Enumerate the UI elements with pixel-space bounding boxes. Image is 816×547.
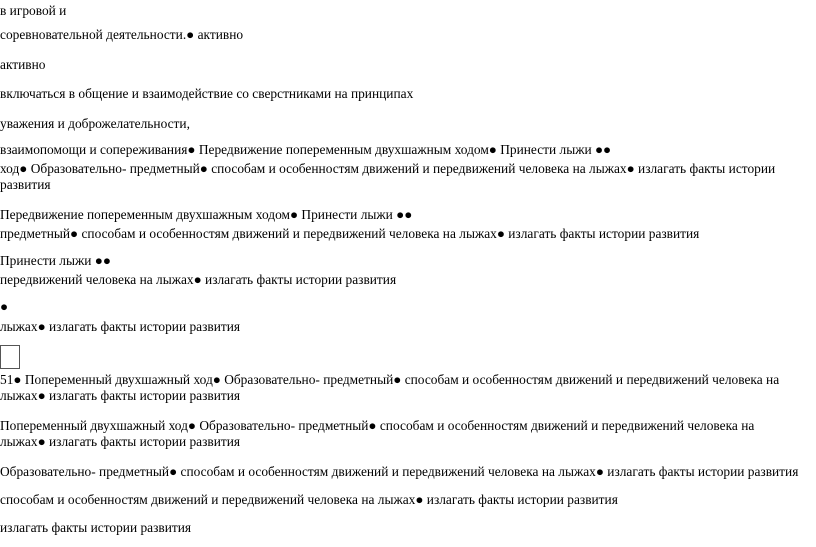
- text-line: Передвижение попеременным двухшажным ходом● Принести лыжи ●●: [0, 207, 413, 222]
- text-line: соревновательной деятельности.● активно: [0, 27, 244, 42]
- text-line: передвижений человека на лыжах● излагать факты истории развития: [0, 272, 397, 287]
- text-line: Принести лыжи ●●: [0, 253, 111, 268]
- empty-box: [0, 345, 20, 369]
- text-line: уважения и доброжелательности,: [0, 116, 190, 131]
- text-line: способам и особенностям движений и передвижений человека на лыжах● излагать факты истории развития: [0, 492, 618, 507]
- bullet-marker: ●: [0, 299, 9, 314]
- text-line: включаться в общение и взаимодействие со сверстниками на принципах: [0, 86, 414, 101]
- text-line: в игровой и: [0, 3, 67, 18]
- text-line: предметный● способам и особенностям движений и передвижений человека на лыжах● излагать факты истории развития: [0, 226, 700, 241]
- text-line: 51● Попеременный двухшажный ход● Образовательно- предметный● способам и особенностям движений и передвижений человека на лыжах● излагать факты истории развития: [0, 372, 780, 403]
- text-line: Попеременный двухшажный ход● Образовательно- предметный● способам и особенностям движений и передвижений человека на лыжах● излагать факты истории развития: [0, 418, 755, 449]
- text-line: излагать факты истории развития: [0, 520, 192, 535]
- text-line: ход● Образовательно- предметный● способам и особенностям движений и передвижений человека на лыжах● излагать факты истории развития: [0, 161, 776, 192]
- text-line: взаимопомощи и сопереживания● Передвижение попеременным двухшажным ходом● Принести лыжи ●●: [0, 142, 612, 157]
- text-line: активно: [0, 57, 46, 72]
- text-line: Образовательно- предметный● способам и особенностям движений и передвижений человека на лыжах● излагать факты истории развития: [0, 464, 799, 479]
- text-line: лыжах● излагать факты истории развития: [0, 319, 241, 334]
